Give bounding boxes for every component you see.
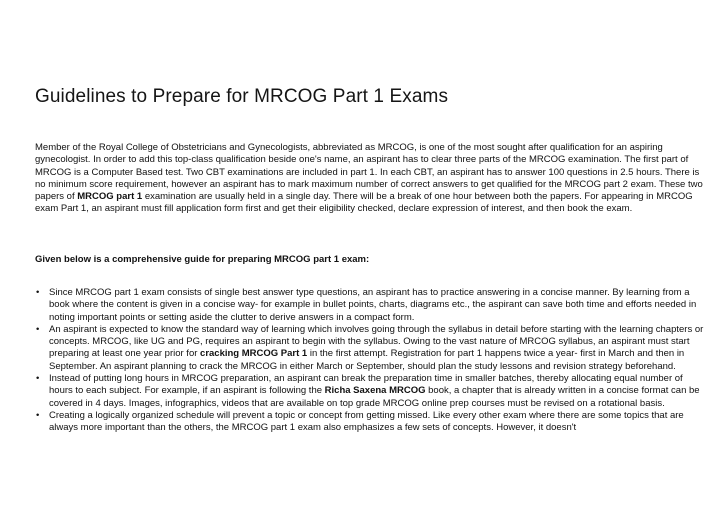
list-item — [35, 287, 707, 324]
bullet-marker: • — [36, 287, 40, 298]
intro-text-cont: examination are usually held in a single day. There will be a break of one hour between both the papers. For appearing in MRCOG exam Part 1, an aspirant must fill application form first and get their eligibility checked, declare expression of interest, and then book the exam. — [35, 191, 693, 215]
list-item-highlight: cracking MRCOG Part 1 — [200, 348, 308, 360]
guide-list — [35, 287, 707, 435]
list-item-text: An aspirant is expected to know the standard way of learning which involves going through the syllabus in detail before starting with the learning chapters or concepts. MRCOG, like UG and PG, requires an aspirant to begin with the syllabus. Owing to the vast nature of MRCOG syllabus, an aspirant must start preparing at least one year prior for — [49, 323, 704, 360]
bullet-marker: • — [36, 323, 40, 335]
list-item-highlight: Richa Saxena MRCOG — [324, 385, 426, 397]
intro-text: Member of the Royal College of Obstetricians and Gynecologists, abbreviated as MRCOG, is one of the most sought after qualification for an aspiring gynecologist. In order to add this top-class qualification beside one's name, an aspirant has to clear three parts of the MRCOG examination. The first part of MRCOG is a Computer Based test. Two CBT examinations are included in part 1. In each CBT, an aspirant has to answer 100 questions in 2.5 hours. There is no minimum score requirement, however an aspirant has to mark maximum number of correct answers to get qualified for the MRCOG part 2 exam. These two papers of — [35, 142, 703, 203]
list-item-text-cont: book, a chapter that is already written in a concise format can be covered in 4 days. Images, infographics, videos that are available on top grade MRCOG online prep courses must be revised on a rotational basis. — [49, 385, 700, 409]
intro-highlight: MRCOG part 1 — [77, 191, 143, 203]
page-title: Guidelines to Prepare for MRCOG Part 1 Exams — [35, 86, 449, 107]
guide-lead: Given below is a comprehensive guide for preparing MRCOG part 1 exam: — [35, 254, 370, 265]
list-item — [35, 373, 707, 410]
list-item — [35, 410, 707, 435]
bullet-marker: • — [36, 409, 40, 421]
list-item-text-cont: in the first attempt. Registration for part 1 happens twice a year- first in March and then in September. An aspirant planning to crack the MRCOG in either March or September, should plan the study lessons and revision strategy beforehand. — [49, 348, 685, 372]
bullet-marker: • — [36, 373, 40, 385]
list-item — [35, 324, 707, 373]
list-item-text: Since MRCOG part 1 exam consists of single best answer type questions, an aspirant has to practice answering in a concise manner. By learning from a book where the content is given in a concise way- for example in bullet points, charts, diagrams etc., the aspirant can save both time and efforts needed in noting important points or setting aside the clutter to derive answers in a compact form. — [49, 287, 697, 323]
list-item-text: Instead of putting long hours in MRCOG preparation, an aspirant can break the preparation time in smaller batches, thereby allocating equal number of hours to each subject. For example, if an aspirant is following the — [49, 373, 683, 397]
intro-paragraph — [35, 142, 707, 216]
list-item-text: Creating a logically organized schedule will prevent a topic or concept from getting missed. Like every other exam where there are some topics that are always more important than the others, the MRCOG part 1 exam also emphasizes a few sets of concepts. However, it doesn't — [49, 409, 684, 434]
